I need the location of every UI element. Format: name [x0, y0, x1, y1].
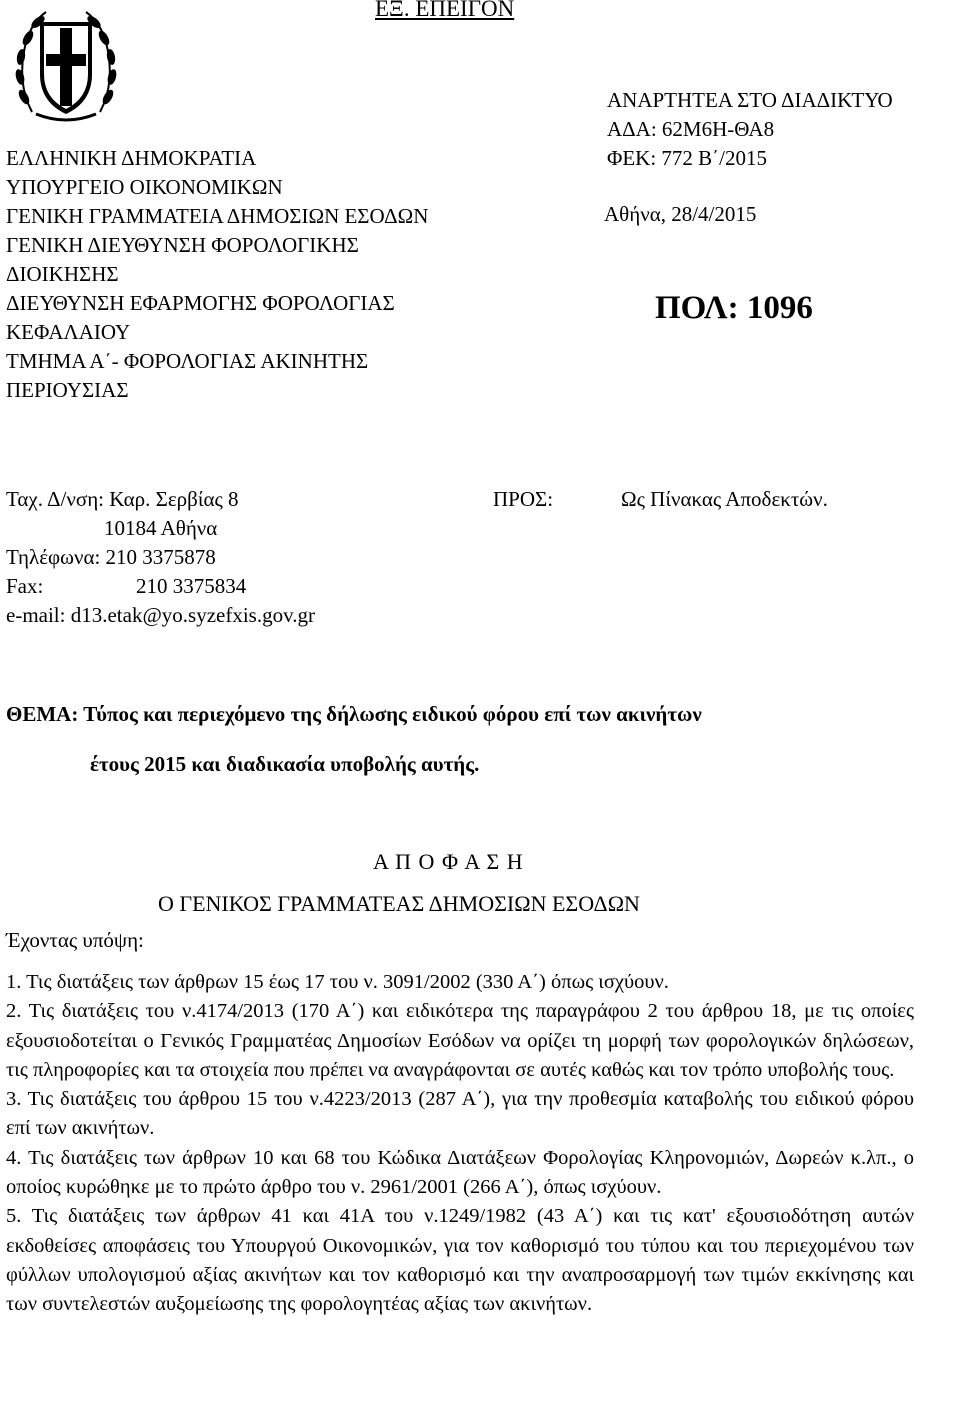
phone: Τηλέφωνα: 210 3375878: [6, 545, 216, 569]
greek-coat-of-arms-icon: [10, 2, 122, 132]
issuer-line: ΤΜΗΜΑ Α΄- ΦΟΡΟΛΟΓΙΑΣ ΑΚΙΝΗΤΗΣ: [6, 349, 369, 373]
issuer-line: ΚΕΦΑΛΑΙΟΥ: [6, 320, 131, 344]
considerations-list: [6, 968, 914, 1320]
subject-line-2: έτους 2015 και διαδικασία υποβολής αυτής.: [90, 752, 480, 776]
pol-number: ΠΟΛ: 1096: [655, 290, 813, 326]
consideration-item: 2. Τις διατάξεις του ν.4174/2013 (170 Α΄) και ειδικότερα της παραγράφου 2 του άρθρου 18, με τις οποίες εξουσιοδοτείται ο Γενικός Γραμματέας Δημοσίων Εσόδων να ορίζει τη μορφή των φορολογικών δηλώσεων, τις πληροφορίες και τα στοιχεία που πρέπει να αναγράφονται σε αυτές καθώς και τον τρόπο υποβολής τους.: [6, 1000, 914, 1081]
consideration-item: 4. Τις διατάξεις των άρθρων 10 και 68 του Κώδικα Διατάξεων Φορολογίας Κληρονομιών, Δωρεών κ.λπ., ο οποίος κυρώθηκε με το πρώτο άρθρο του ν. 2961/2001 (266 Α΄), όπως ισχύουν.: [6, 1146, 914, 1199]
considering-label: Έχοντας υπόψη:: [6, 928, 144, 952]
issuer-block: [6, 144, 428, 405]
consideration-item: 3. Τις διατάξεις του άρθρου 15 του ν.4223/2013 (287 Α΄), για την προθεσμία καταβολής του ειδικού φόρου επί των ακινήτων.: [6, 1088, 914, 1140]
issuer-line: ΓΕΝΙΚΗ ΓΡΑΜΜΑΤΕΙΑ ΔΗΜΟΣΙΩΝ ΕΣΟΔΩΝ: [6, 204, 429, 228]
fax-label: Fax:: [6, 574, 44, 598]
to-label: ΠΡΟΣ:: [493, 487, 554, 511]
urgent-label: ΕΞ. ΕΠΕΙΓΟΝ: [375, 0, 515, 21]
issuer-line: ΓΕΝΙΚΗ ΔΙΕΥΘΥΝΣΗ ΦΟΡΟΛΟΓΙΚΗΣ: [6, 233, 359, 257]
postal-code: 10184 Αθήνα: [104, 516, 218, 540]
consideration-item: 1. Τις διατάξεις των άρθρων 15 έως 17 του ν. 3091/2002 (330 Α΄) όπως ισχύουν.: [6, 971, 669, 993]
publish-notice: ΑΝΑΡΤΗΤΕΑ ΣΤΟ ΔΙΑΔΙΚΤΥΟ: [607, 88, 893, 112]
issuer-line: ΔΙΕΥΘΥΝΣΗ ΕΦΑΡΜΟΓΗΣ ΦΟΡΟΛΟΓΙΑΣ: [6, 291, 395, 315]
issuer-line: ΠΕΡΙΟΥΣΙΑΣ: [6, 378, 129, 402]
recipients: Ως Πίνακας Αποδεκτών.: [621, 487, 828, 511]
document-date: Αθήνα, 28/4/2015: [604, 202, 757, 226]
publication-meta: [607, 86, 893, 173]
subject-line: ΘΕΜΑ: Τύπος και περιεχόμενο της δήλωσης ειδικού φόρου επί των ακινήτων: [6, 702, 702, 726]
issuer-line: ΥΠΟΥΡΓΕΙΟ ΟΙΚΟΝΟΜΙΚΩΝ: [6, 175, 283, 199]
email: e-mail: d13.etak@yo.syzefxis.gov.gr: [6, 603, 315, 627]
decision-authority: Ο ΓΕΝΙΚΟΣ ΓΡΑΜΜΑΤΕΑΣ ΔΗΜΟΣΙΩΝ ΕΣΟΔΩΝ: [158, 891, 640, 916]
fek-reference: ΦΕΚ: 772 Β΄/2015: [607, 146, 768, 170]
consideration-item: 5. Τις διατάξεις των άρθρων 41 και 41Α του ν.1249/1982 (43 Α΄) και τις κατ' εξουσιοδότηση αυτών εκδοθείσες αποφάσεις του Υπουργού Οικονομικών, για τον καθορισμό του τύπου και του περιεχομένου των φύλλων υπολογισμού αξίας ακινήτων και τον καθορισμό και την αναπροσαρμογή των τιμών εκκίνησης και των συντελεστών αυξομείωσης της φορολογητέας αξίας των ακινήτων.: [6, 1205, 914, 1316]
address-line: Ταχ. Δ/νση: Καρ. Σερβίας 8: [6, 487, 239, 511]
fax-value: 210 3375834: [136, 574, 247, 598]
issuer-line: ΕΛΛΗΝΙΚΗ ΔΗΜΟΚΡΑΤΙΑ: [6, 146, 257, 170]
ada-code: ΑΔΑ: 62Μ6Η-ΘΑ8: [607, 117, 775, 141]
decision-title: Α Π Ο Φ Α Σ Η: [373, 849, 524, 874]
issuer-line: ΔΙΟΙΚΗΣΗΣ: [6, 262, 119, 286]
